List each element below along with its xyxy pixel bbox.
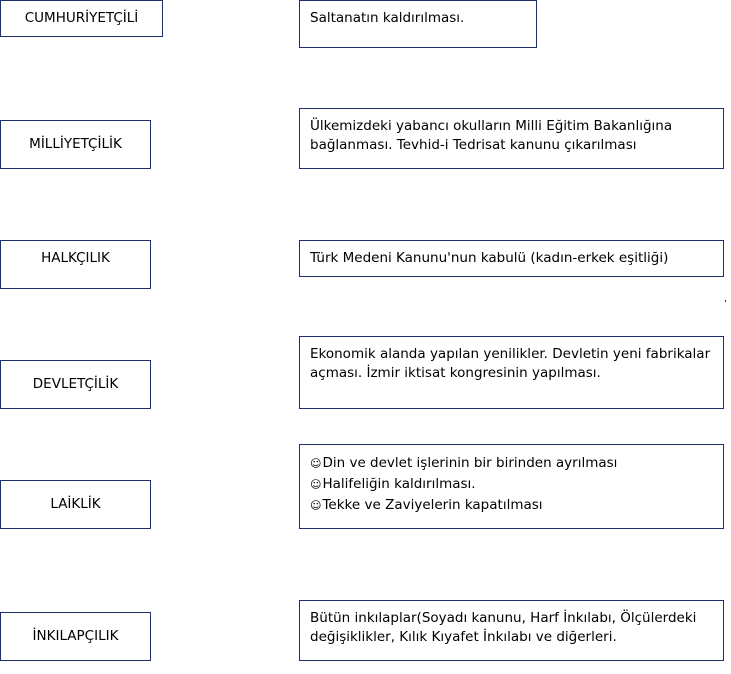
- principle-term-box: [0, 240, 151, 289]
- description-bullet: [310, 474, 713, 495]
- description-bullet: [310, 495, 713, 516]
- bullet-text: Halifeliğin kaldırılması.: [322, 476, 476, 492]
- description-line: Ülkemizdeki yabancı okulların Milli Eğitim Bakanlığına: [310, 118, 673, 134]
- description-line: değişiklikler, Kılık Kıyafet İnkılabı ve diğerleri.: [310, 629, 617, 645]
- description-line: Saltanatın kaldırılması.: [310, 10, 465, 26]
- bullet-text: Din ve devlet işlerinin bir birinden ayrılması: [322, 455, 618, 471]
- principle-description-box: [299, 600, 724, 661]
- description-line: açması. İzmir iktisat kongresinin yapılması.: [310, 365, 601, 381]
- principle-description-box: [299, 444, 724, 529]
- description-line: Ekonomik alanda yapılan yenilikler. Devletin yeni fabrikalar: [310, 346, 711, 362]
- principle-description-box: [299, 0, 537, 48]
- principle-term-label: MİLLİYETÇİLİK: [29, 136, 122, 152]
- principle-term-label: CUMHURİYETÇİLİ: [24, 10, 139, 26]
- principle-description-box: [299, 108, 724, 169]
- smiley-bullet-icon: ☺: [310, 457, 322, 470]
- principle-term-box: [0, 360, 151, 409]
- principle-term-box: [0, 480, 151, 529]
- principle-term-label: HALKÇILIK: [41, 250, 110, 266]
- principle-term-label: LAİKLİK: [50, 496, 101, 512]
- smiley-bullet-icon: ☺: [310, 478, 322, 491]
- principle-term-box: [0, 120, 151, 169]
- description-line: Türk Medeni Kanunu'nun kabulü (kadın-erkek eşitliği): [310, 250, 669, 266]
- principle-description-box: [299, 336, 724, 409]
- principle-term-label: DEVLETÇİLİK: [32, 376, 119, 392]
- description-line: bağlanması. Tevhid-i Tedrisat kanunu çıkarılması: [310, 137, 637, 153]
- description-line: Bütün inkılaplar(Soyadı kanunu, Harf İnkılabı, Ölçülerdeki: [310, 610, 697, 626]
- description-bullet: [310, 453, 713, 474]
- principle-description-box: [299, 240, 724, 277]
- principle-term-label: İNKILAPÇILIK: [32, 628, 119, 644]
- stray-mark: [725, 300, 726, 302]
- smiley-bullet-icon: ☺: [310, 499, 322, 512]
- principle-term-box: [0, 612, 151, 661]
- principle-term-box: [0, 0, 163, 37]
- bullet-text: Tekke ve Zaviyelerin kapatılması: [322, 497, 543, 513]
